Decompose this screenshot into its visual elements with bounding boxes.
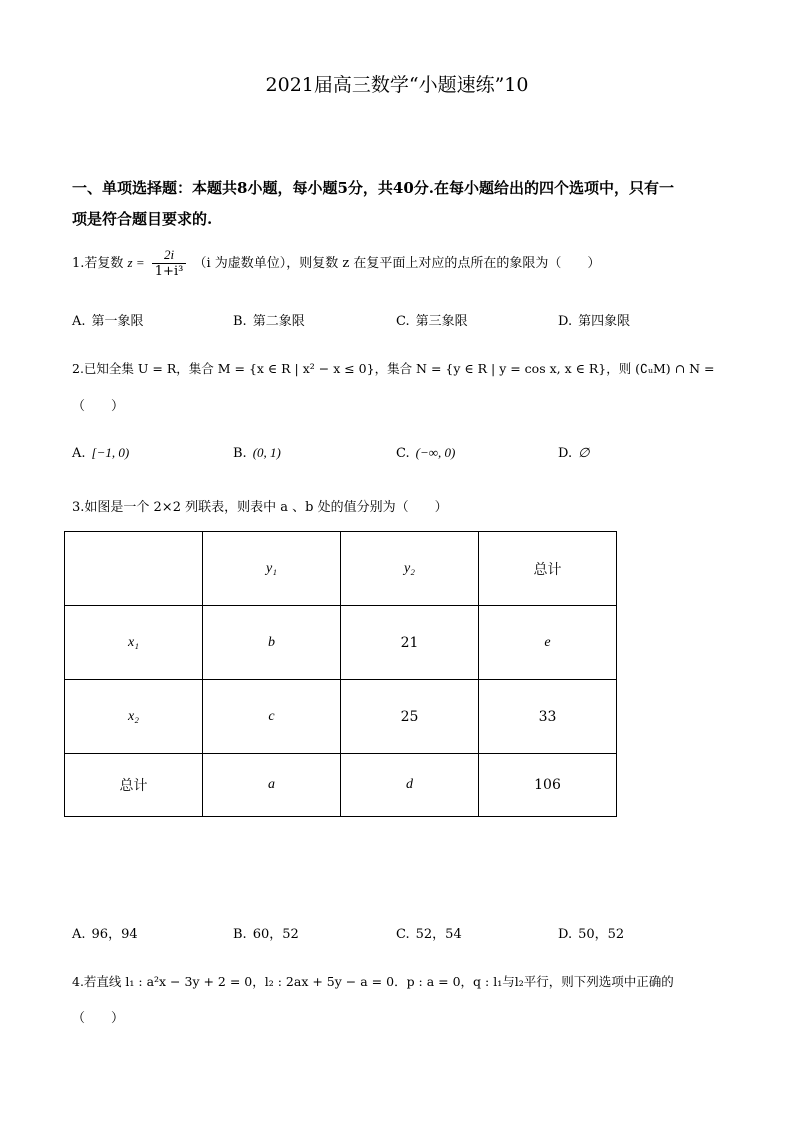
q1-option-d[interactable]: D. 第四象限: [558, 314, 631, 329]
question-2-stem: 2.已知全集 U = R，集合 M = {x ∈ R | x² − x ≤ 0}，集合 N = {y ∈ R | y = cos x, x ∈ R}，则 (∁ᵤM) ∩ N =: [72, 361, 715, 376]
table-cell: x₁: [65, 606, 203, 680]
page-title: 2021届高三数学“小题速练”10: [265, 74, 529, 96]
table-cell: c: [203, 680, 341, 754]
q1-z-eq: z =: [127, 255, 145, 270]
q3-option-a[interactable]: A. 96，94: [72, 927, 138, 942]
q2-option-d[interactable]: D. ∅: [558, 445, 590, 461]
table-cell: y₁: [203, 532, 341, 606]
table-cell: 106: [479, 754, 617, 817]
q2-option-b[interactable]: B. (0, 1): [233, 445, 281, 461]
table-cell: 33: [479, 680, 617, 754]
table-cell: y₂: [341, 532, 479, 606]
table-cell: d: [341, 754, 479, 817]
q1-option-a[interactable]: A. 第一象限: [72, 314, 144, 329]
table-cell: [65, 532, 203, 606]
question-1-stem: [72, 247, 600, 280]
section-heading-line1: 一、单项选择题：本题共8小题，每小题5分，共40分.在每小题给出的四个选项中，只有一: [72, 179, 674, 197]
table-cell: a: [203, 754, 341, 817]
table-cell: x₂: [65, 680, 203, 754]
q1-fraction: [152, 247, 187, 280]
contingency-table: [64, 531, 617, 817]
q1-option-b[interactable]: B. 第二象限: [233, 314, 305, 329]
question-4-stem: 4.若直线 l₁ : a²x − 3y + 2 = 0，l₂ : 2ax + 5y − a = 0．p : a = 0，q : l₁与l₂平行，则下列选项中正确的: [72, 974, 674, 989]
q3-option-b[interactable]: B. 60，52: [233, 927, 299, 942]
q1-suffix: （i 为虚数单位），则复数 z 在复平面上对应的点所在的象限为（ ）: [193, 256, 601, 271]
section-heading-line2: 项是符合题目要求的.: [72, 210, 213, 228]
table-cell: 总计: [479, 532, 617, 606]
q3-option-c[interactable]: C. 52，54: [396, 927, 462, 942]
q1-prefix: 1.若复数: [72, 256, 124, 271]
q2-option-a[interactable]: A. [−1, 0): [72, 445, 130, 461]
table-cell: b: [203, 606, 341, 680]
table-cell: 总计: [65, 754, 203, 817]
q1-denominator: 1+i³: [154, 264, 184, 279]
table-row: [65, 532, 617, 606]
table-row: [65, 680, 617, 754]
q3-option-d[interactable]: D. 50，52: [558, 927, 625, 942]
table-cell: 25: [341, 680, 479, 754]
q1-option-c[interactable]: C. 第三象限: [396, 314, 468, 329]
q1-numerator: 2i: [152, 247, 187, 264]
question-4-paren: （ ）: [72, 1011, 125, 1026]
question-3-stem: 3.如图是一个 2×2 列联表，则表中 a 、b 处的值分别为（ ）: [72, 500, 448, 515]
table-cell: e: [479, 606, 617, 680]
table-row: [65, 754, 617, 817]
table-row: [65, 606, 617, 680]
table-cell: 21: [341, 606, 479, 680]
q2-option-c[interactable]: C. (−∞, 0): [396, 445, 456, 461]
question-2-paren: （ ）: [72, 399, 125, 414]
